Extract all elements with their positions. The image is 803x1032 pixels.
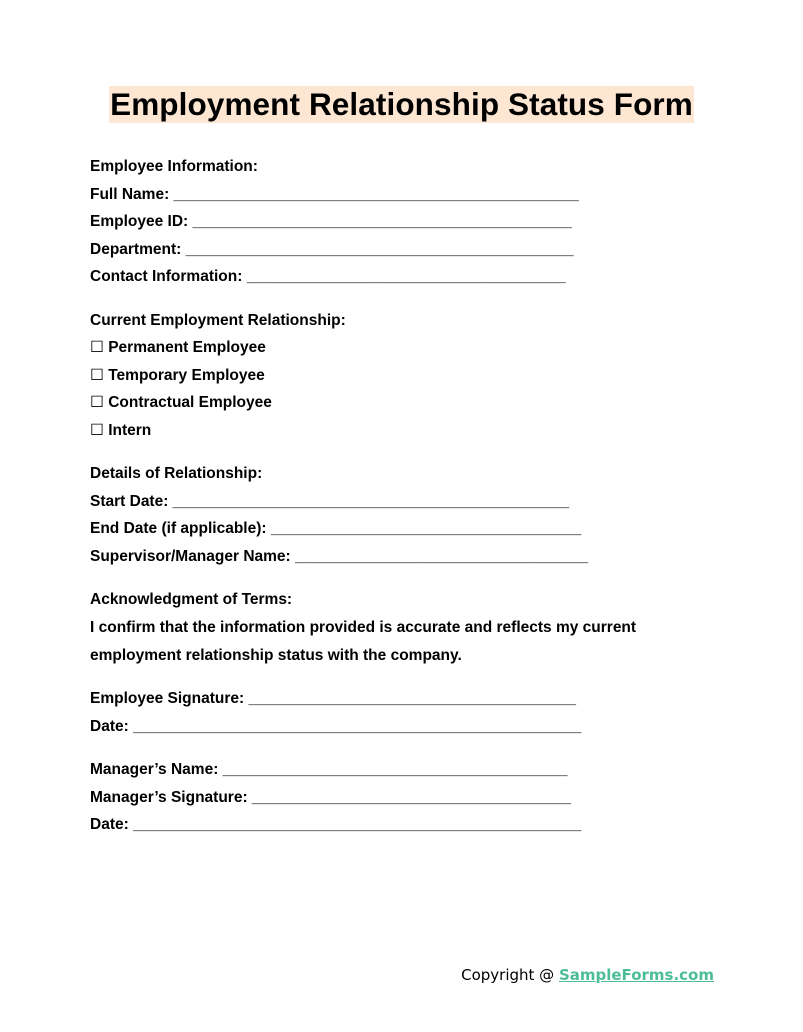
manager-signature-section bbox=[90, 756, 730, 839]
page-title: Employment Relationship Status Form bbox=[110, 86, 693, 122]
department-field[interactable]: Department: _____________________________________________ bbox=[90, 240, 574, 258]
manager-name-field[interactable]: Manager’s Name: ________________________________________ bbox=[90, 761, 568, 779]
checkbox-icon[interactable]: ☐ bbox=[90, 339, 104, 357]
option-temporary[interactable] bbox=[90, 362, 730, 390]
option-permanent[interactable] bbox=[90, 334, 730, 362]
checkbox-icon[interactable]: ☐ bbox=[90, 421, 104, 439]
acknowledgment-section bbox=[90, 586, 730, 670]
full-name-field[interactable]: Full Name: _______________________________________________ bbox=[90, 185, 579, 203]
employee-signature-field[interactable]: Employee Signature: ______________________________________ bbox=[90, 690, 577, 708]
checkbox-icon[interactable]: ☐ bbox=[90, 394, 104, 412]
section-heading: Current Employment Relationship: bbox=[90, 311, 346, 329]
start-date-field[interactable]: Start Date: ______________________________________________ bbox=[90, 492, 570, 510]
option-label: Contractual Employee bbox=[108, 394, 272, 412]
option-intern[interactable] bbox=[90, 417, 730, 445]
contact-information-field[interactable]: Contact Information: _____________________________________ bbox=[90, 268, 566, 286]
sampleforms-link[interactable]: SampleForms.com bbox=[558, 966, 714, 984]
details-section bbox=[90, 460, 730, 570]
current-relationship-section bbox=[90, 307, 730, 445]
form-body bbox=[90, 153, 730, 854]
option-label: Permanent Employee bbox=[108, 339, 266, 357]
supervisor-name-field[interactable]: Supervisor/Manager Name: __________________________________ bbox=[90, 547, 589, 565]
checkbox-icon[interactable]: ☐ bbox=[90, 366, 104, 384]
end-date-field[interactable]: End Date (if applicable): ____________________________________ bbox=[90, 520, 582, 538]
section-heading: Acknowledgment of Terms: bbox=[90, 591, 293, 609]
employee-signature-section bbox=[90, 685, 730, 740]
option-label: Temporary Employee bbox=[108, 366, 265, 384]
acknowledgment-text: I confirm that the information provided is accurate and reflects my current employment relationship status with the company. bbox=[90, 618, 637, 664]
employee-date-field[interactable]: Date: ____________________________________________________ bbox=[90, 717, 582, 735]
title-container bbox=[0, 86, 803, 123]
employee-information-section bbox=[90, 153, 730, 291]
manager-date-field[interactable]: Date: ____________________________________________________ bbox=[90, 816, 582, 834]
employee-id-field[interactable]: Employee ID: ____________________________________________ bbox=[90, 213, 572, 231]
footer bbox=[461, 966, 714, 984]
copyright-text: Copyright @ bbox=[461, 966, 559, 984]
section-heading: Details of Relationship: bbox=[90, 465, 263, 483]
option-label: Intern bbox=[108, 421, 152, 439]
section-heading: Employee Information: bbox=[90, 158, 258, 175]
manager-signature-field[interactable]: Manager’s Signature: _____________________________________ bbox=[90, 788, 571, 806]
option-contractual[interactable] bbox=[90, 389, 730, 417]
